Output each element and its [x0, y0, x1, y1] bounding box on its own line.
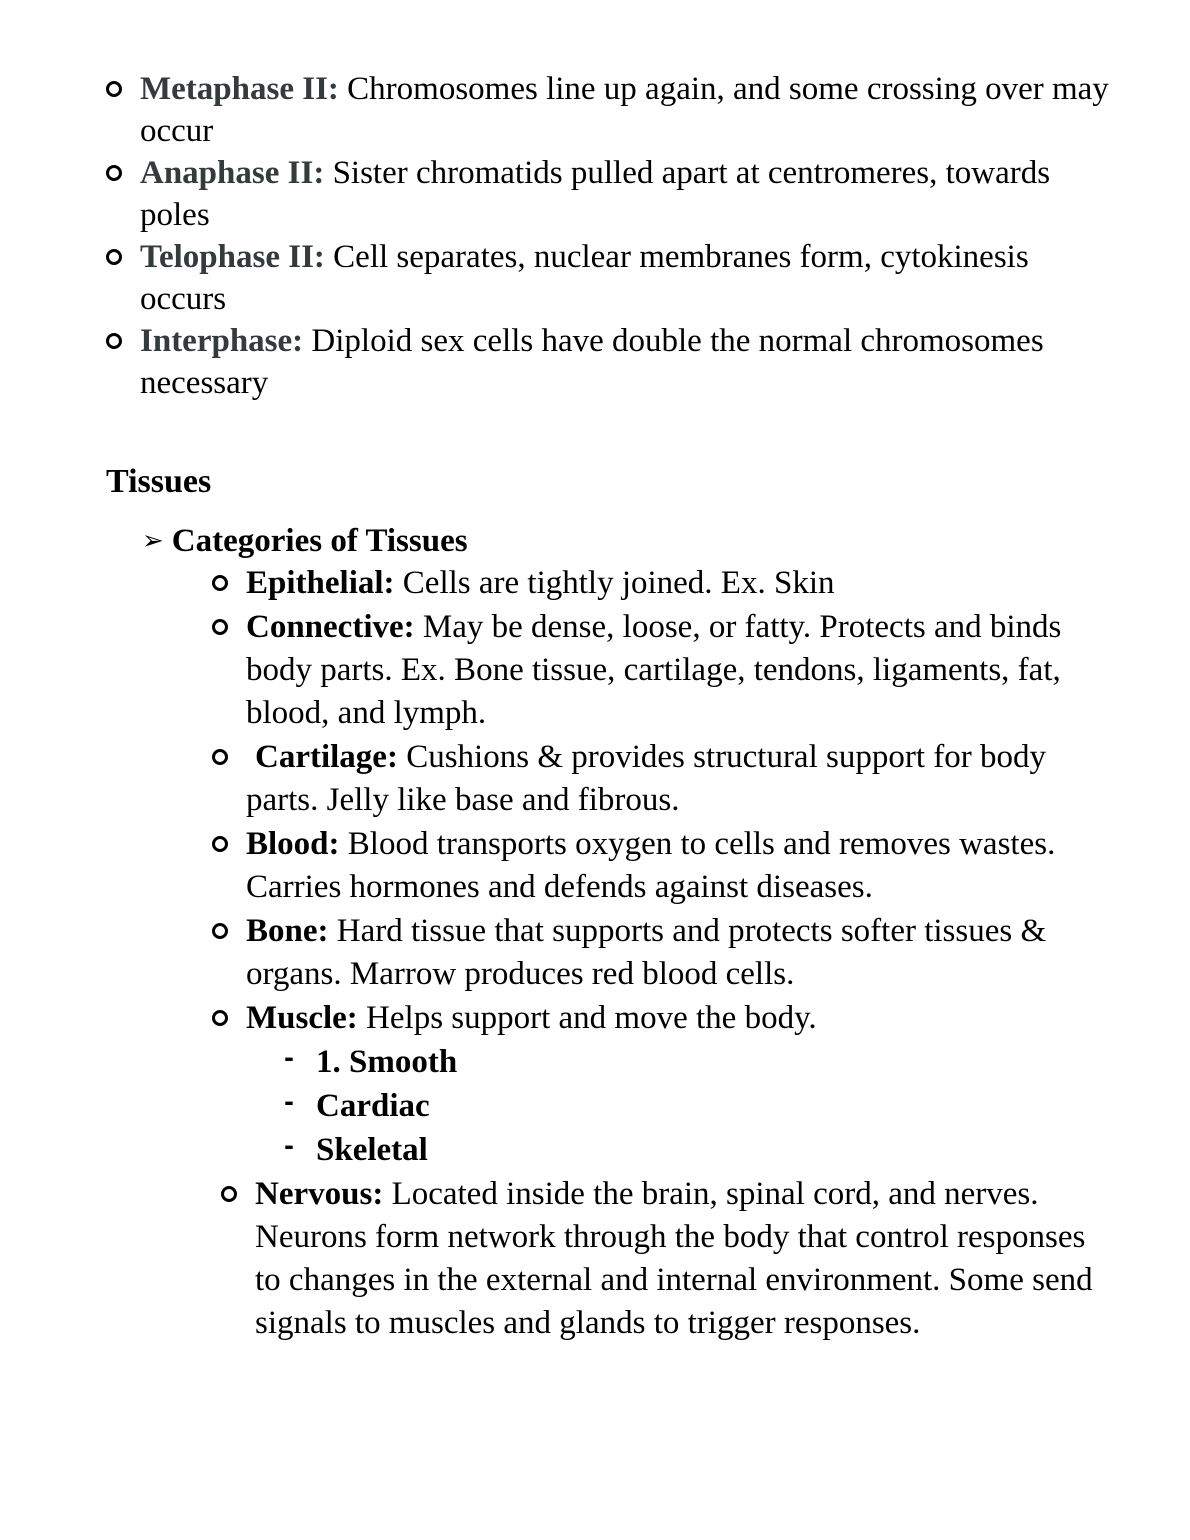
categories-heading [142, 520, 468, 562]
list-item-telophase-ii [106, 236, 1116, 320]
list-item-nervous [221, 1173, 1117, 1345]
term-label: Nervous: [255, 1176, 384, 1212]
muscle-type-list [282, 1040, 1117, 1172]
list-item-cartilage [212, 736, 1117, 822]
list-item-blood [212, 823, 1117, 909]
circle-bullet-icon [212, 836, 228, 852]
muscle-type-label: 1. Smooth [316, 1044, 458, 1080]
term-description: Sister chromatids pulled apart at centromeres, towards poles [140, 155, 1051, 233]
term-label: Muscle: [246, 1000, 358, 1036]
list-item-muscle [212, 997, 1117, 1172]
circle-bullet-icon [212, 923, 228, 939]
circle-bullet-icon [106, 333, 122, 349]
term-label: Anaphase II: [140, 155, 325, 191]
list-item-anaphase-ii [106, 152, 1116, 236]
term-description: Diploid sex cells have double the normal chromosomes necessary [140, 323, 1044, 401]
term-label: Connective: [246, 609, 415, 645]
term-label: Interphase: [140, 323, 304, 359]
term-description: Chromosomes line up again, and some crossing over may occur [140, 71, 1109, 149]
list-item-epithelial [212, 562, 1117, 605]
section-heading-tissues: Tissues [106, 463, 212, 500]
term-description: Hard tissue that supports and protects softer tissues & organs. Marrow produces red blood cells. [246, 913, 1047, 992]
term-description: Blood transports oxygen to cells and removes wastes. Carries hormones and defends against diseases. [246, 826, 1056, 905]
term-description: Helps support and move the body. [357, 1000, 817, 1036]
term-label: Epithelial: [246, 565, 395, 601]
list-item-connective [212, 606, 1117, 735]
list-item-skeletal [282, 1128, 1117, 1172]
term-description: Cell separates, nuclear membranes form, cytokinesis occurs [140, 239, 1029, 317]
list-item-cardiac [282, 1084, 1117, 1128]
term-label: Telophase II: [140, 239, 325, 275]
term-label: Metaphase II: [140, 71, 339, 107]
circle-bullet-icon [212, 619, 228, 635]
arrow-bullet-icon: ➢ [142, 526, 164, 556]
list-item-interphase [106, 320, 1116, 404]
circle-bullet-icon [106, 249, 122, 265]
muscle-type-label: Cardiac [316, 1088, 430, 1124]
term-description: Cushions & provides structural support for body parts. Jelly like base and fibrous. [246, 739, 1046, 818]
circle-bullet-icon [106, 81, 122, 97]
muscle-type-label: Skeletal [316, 1132, 428, 1168]
circle-bullet-icon [212, 1010, 228, 1026]
circle-bullet-icon [212, 749, 228, 765]
dash-bullet-icon: - [284, 1088, 294, 1116]
term-description: May be dense, loose, or fatty. Protects and binds body parts. Ex. Bone tissue, cartilage, tendons, ligaments, fat, blood, and lymph. [246, 609, 1062, 731]
dash-bullet-icon: - [284, 1132, 294, 1160]
list-item-smooth [282, 1040, 1117, 1084]
categories-heading-label: Categories of Tissues [171, 523, 468, 559]
term-label: Bone: [246, 913, 329, 949]
list-item-bone [212, 910, 1117, 996]
circle-bullet-icon [106, 165, 122, 181]
meiosis-phase-list [106, 68, 1116, 404]
circle-bullet-icon [221, 1186, 237, 1202]
tissue-category-list [212, 562, 1117, 1346]
circle-bullet-icon [212, 575, 228, 591]
term-description: Located inside the brain, spinal cord, and nerves. Neurons form network through the body that control responses to changes in the external and internal environment. Some send signals to muscles and glands to trigger responses. [255, 1176, 1093, 1341]
dash-bullet-icon: - [284, 1044, 294, 1072]
term-label: Blood: [246, 826, 340, 862]
term-description: Cells are tightly joined. Ex. Skin [394, 565, 835, 601]
list-item-metaphase-ii [106, 68, 1116, 152]
term-label: Cartilage: [255, 739, 398, 775]
